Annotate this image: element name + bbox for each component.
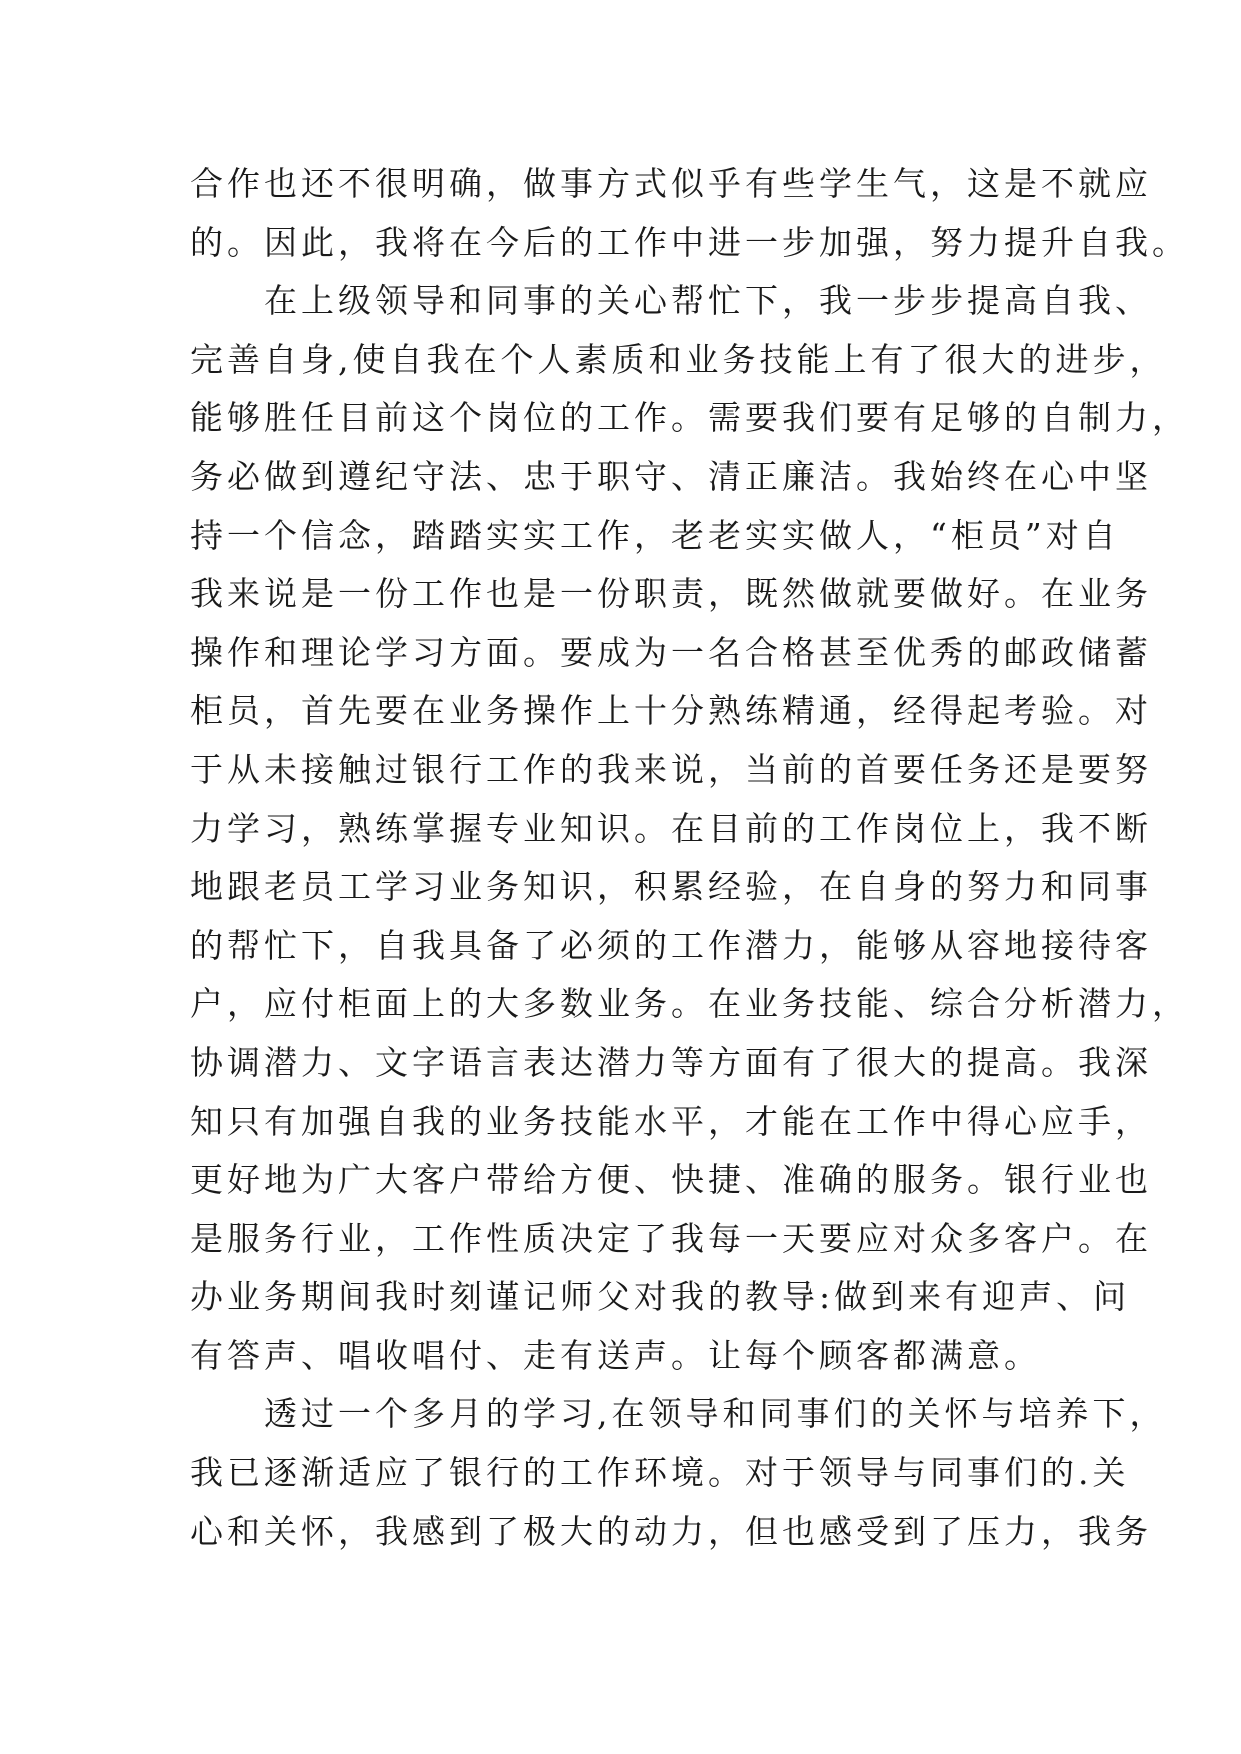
text-line: 地跟老员工学习业务知识，积累经验，在自身的努力和同事 (190, 867, 1152, 907)
text-line: 的。因此，我将在今后的工作中进一步加强，努力提升自我。 (190, 222, 1189, 262)
text-line: 心和关怀，我感到了极大的动力，但也感受到了压力，我务 (190, 1511, 1152, 1551)
text-line: 户，应付柜面上的大多数业务。在业务技能、综合分析潜力， (190, 984, 1189, 1024)
text-line: 持一个信念，踏踏实实工作，老老实实做人，“柜员”对自 (190, 515, 1120, 555)
text-line: 操作和理论学习方面。要成为一名合格甚至优秀的邮政储蓄 (190, 632, 1152, 672)
text-line: 更好地为广大客户带给方便、快捷、准确的服务。银行业也 (190, 1160, 1152, 1200)
text-line: 知只有加强自我的业务技能水平，才能在工作中得心应手， (190, 1101, 1152, 1141)
text-line: 有答声、唱收唱付、走有送声。让每个顾客都满意。 (190, 1335, 1041, 1375)
text-line: 是服务行业，工作性质决定了我每一天要应对众多客户。在 (190, 1218, 1152, 1258)
text-line: 于从未接触过银行工作的我来说，当前的首要任务还是要努 (190, 749, 1152, 789)
text-line: 能够胜任目前这个岗位的工作。需要我们要有足够的自制力， (190, 398, 1189, 438)
text-line: 务必做到遵纪守法、忠于职守、清正廉洁。我始终在心中坚 (190, 456, 1152, 496)
body-text (190, 155, 1189, 1561)
text-line: 在上级领导和同事的关心帮忙下，我一步步提高自我、 (190, 281, 1152, 321)
text-line: 合作也还不很明确，做事方式似乎有些学生气，这是不就应 (190, 164, 1152, 203)
text-line: 办业务期间我时刻谨记师父对我的教导:做到来有迎声、问 (190, 1277, 1131, 1317)
text-line: 柜员，首先要在业务操作上十分熟练精通，经得起考验。对 (190, 691, 1152, 731)
text-line: 我来说是一份工作也是一份职责，既然做就要做好。在业务 (190, 574, 1152, 614)
text-line: 透过一个多月的学习,在领导和同事们的关怀与培养下， (190, 1394, 1167, 1434)
text-line: 我已逐渐适应了银行的工作环境。对于领导与同事们的.关 (190, 1453, 1130, 1493)
text-line: 的帮忙下，自我具备了必须的工作潜力，能够从容地接待客 (190, 925, 1152, 965)
text-line: 力学习，熟练掌握专业知识。在目前的工作岗位上，我不断 (190, 808, 1152, 848)
text-line: 完善自身,使自我在个人素质和业务技能上有了很大的进步， (190, 339, 1167, 379)
text-line: 协调潜力、文字语言表达潜力等方面有了很大的提高。我深 (190, 1042, 1152, 1082)
